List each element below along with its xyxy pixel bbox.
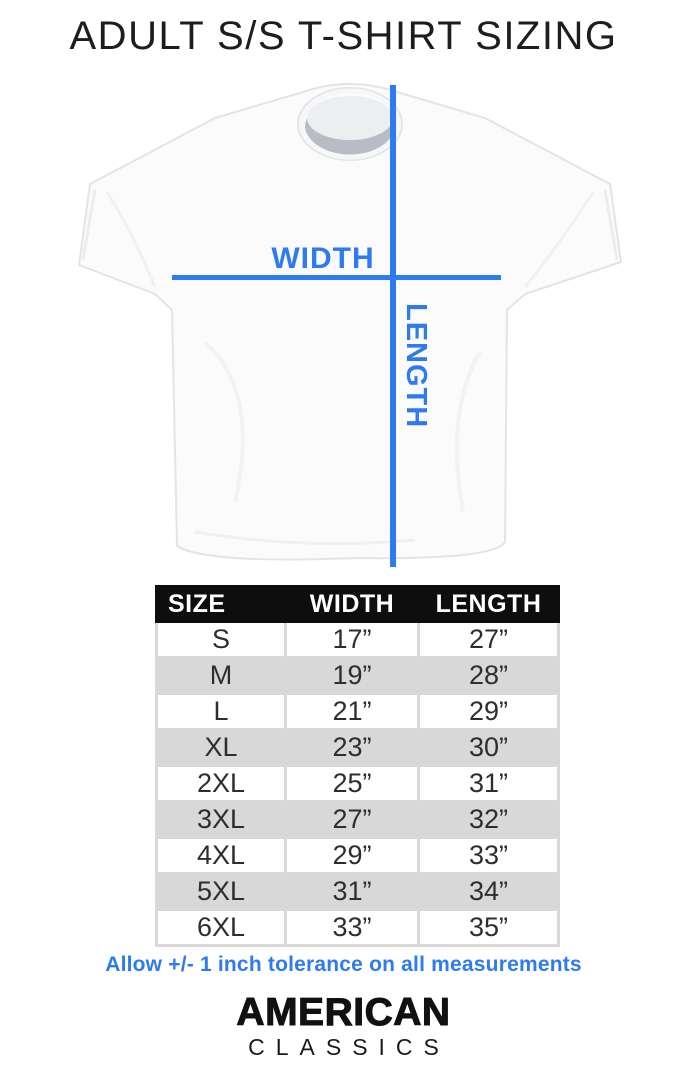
width-cell: 29” [286,838,419,874]
tshirt-diagram [55,72,635,577]
length-measure-line [390,85,396,567]
length-cell: 30” [419,730,559,766]
table-row [157,694,559,730]
width-cell: 17” [286,622,419,658]
tshirt-image [79,84,621,560]
table-row [157,730,559,766]
size-cell: 4XL [157,838,286,874]
size-cell: XL [157,730,286,766]
length-cell: 29” [419,694,559,730]
brand-name: AMERICAN [236,991,451,1034]
table-row [157,802,559,838]
length-label: LENGTH [400,303,432,429]
width-cell: 21” [286,694,419,730]
table-row [157,838,559,874]
size-cell: 5XL [157,874,286,910]
length-cell: 31” [419,766,559,802]
width-cell: 25” [286,766,419,802]
page-title: ADULT S/S T-SHIRT SIZING [69,14,618,58]
header-cell-size: SIZE [157,587,286,622]
length-cell: 32” [419,802,559,838]
table-row [157,766,559,802]
size-chart-table [155,585,560,947]
table-row [157,658,559,694]
size-cell: S [157,622,286,658]
size-cell: 6XL [157,910,286,946]
table-row [157,874,559,910]
size-cell: 2XL [157,766,286,802]
length-cell: 27” [419,622,559,658]
header-cell-width: WIDTH [286,587,419,622]
size-cell: 3XL [157,802,286,838]
width-cell: 33” [286,910,419,946]
width-cell: 27” [286,802,419,838]
table-row [157,910,559,946]
tolerance-note: Allow +/- 1 inch tolerance on all measurements [105,953,582,976]
brand-logo [0,993,687,1059]
length-cell: 33” [419,838,559,874]
width-cell: 31” [286,874,419,910]
width-cell: 19” [286,658,419,694]
width-label: WIDTH [271,242,375,275]
length-cell: 34” [419,874,559,910]
length-cell: 28” [419,658,559,694]
header-cell-length: LENGTH [419,587,559,622]
table-header-row [157,587,559,622]
brand-subname: CLASSICS [248,1034,450,1060]
size-cell: M [157,658,286,694]
width-cell: 23” [286,730,419,766]
table-row [157,622,559,658]
length-cell: 35” [419,910,559,946]
width-measure-line [172,275,501,280]
size-cell: L [157,694,286,730]
